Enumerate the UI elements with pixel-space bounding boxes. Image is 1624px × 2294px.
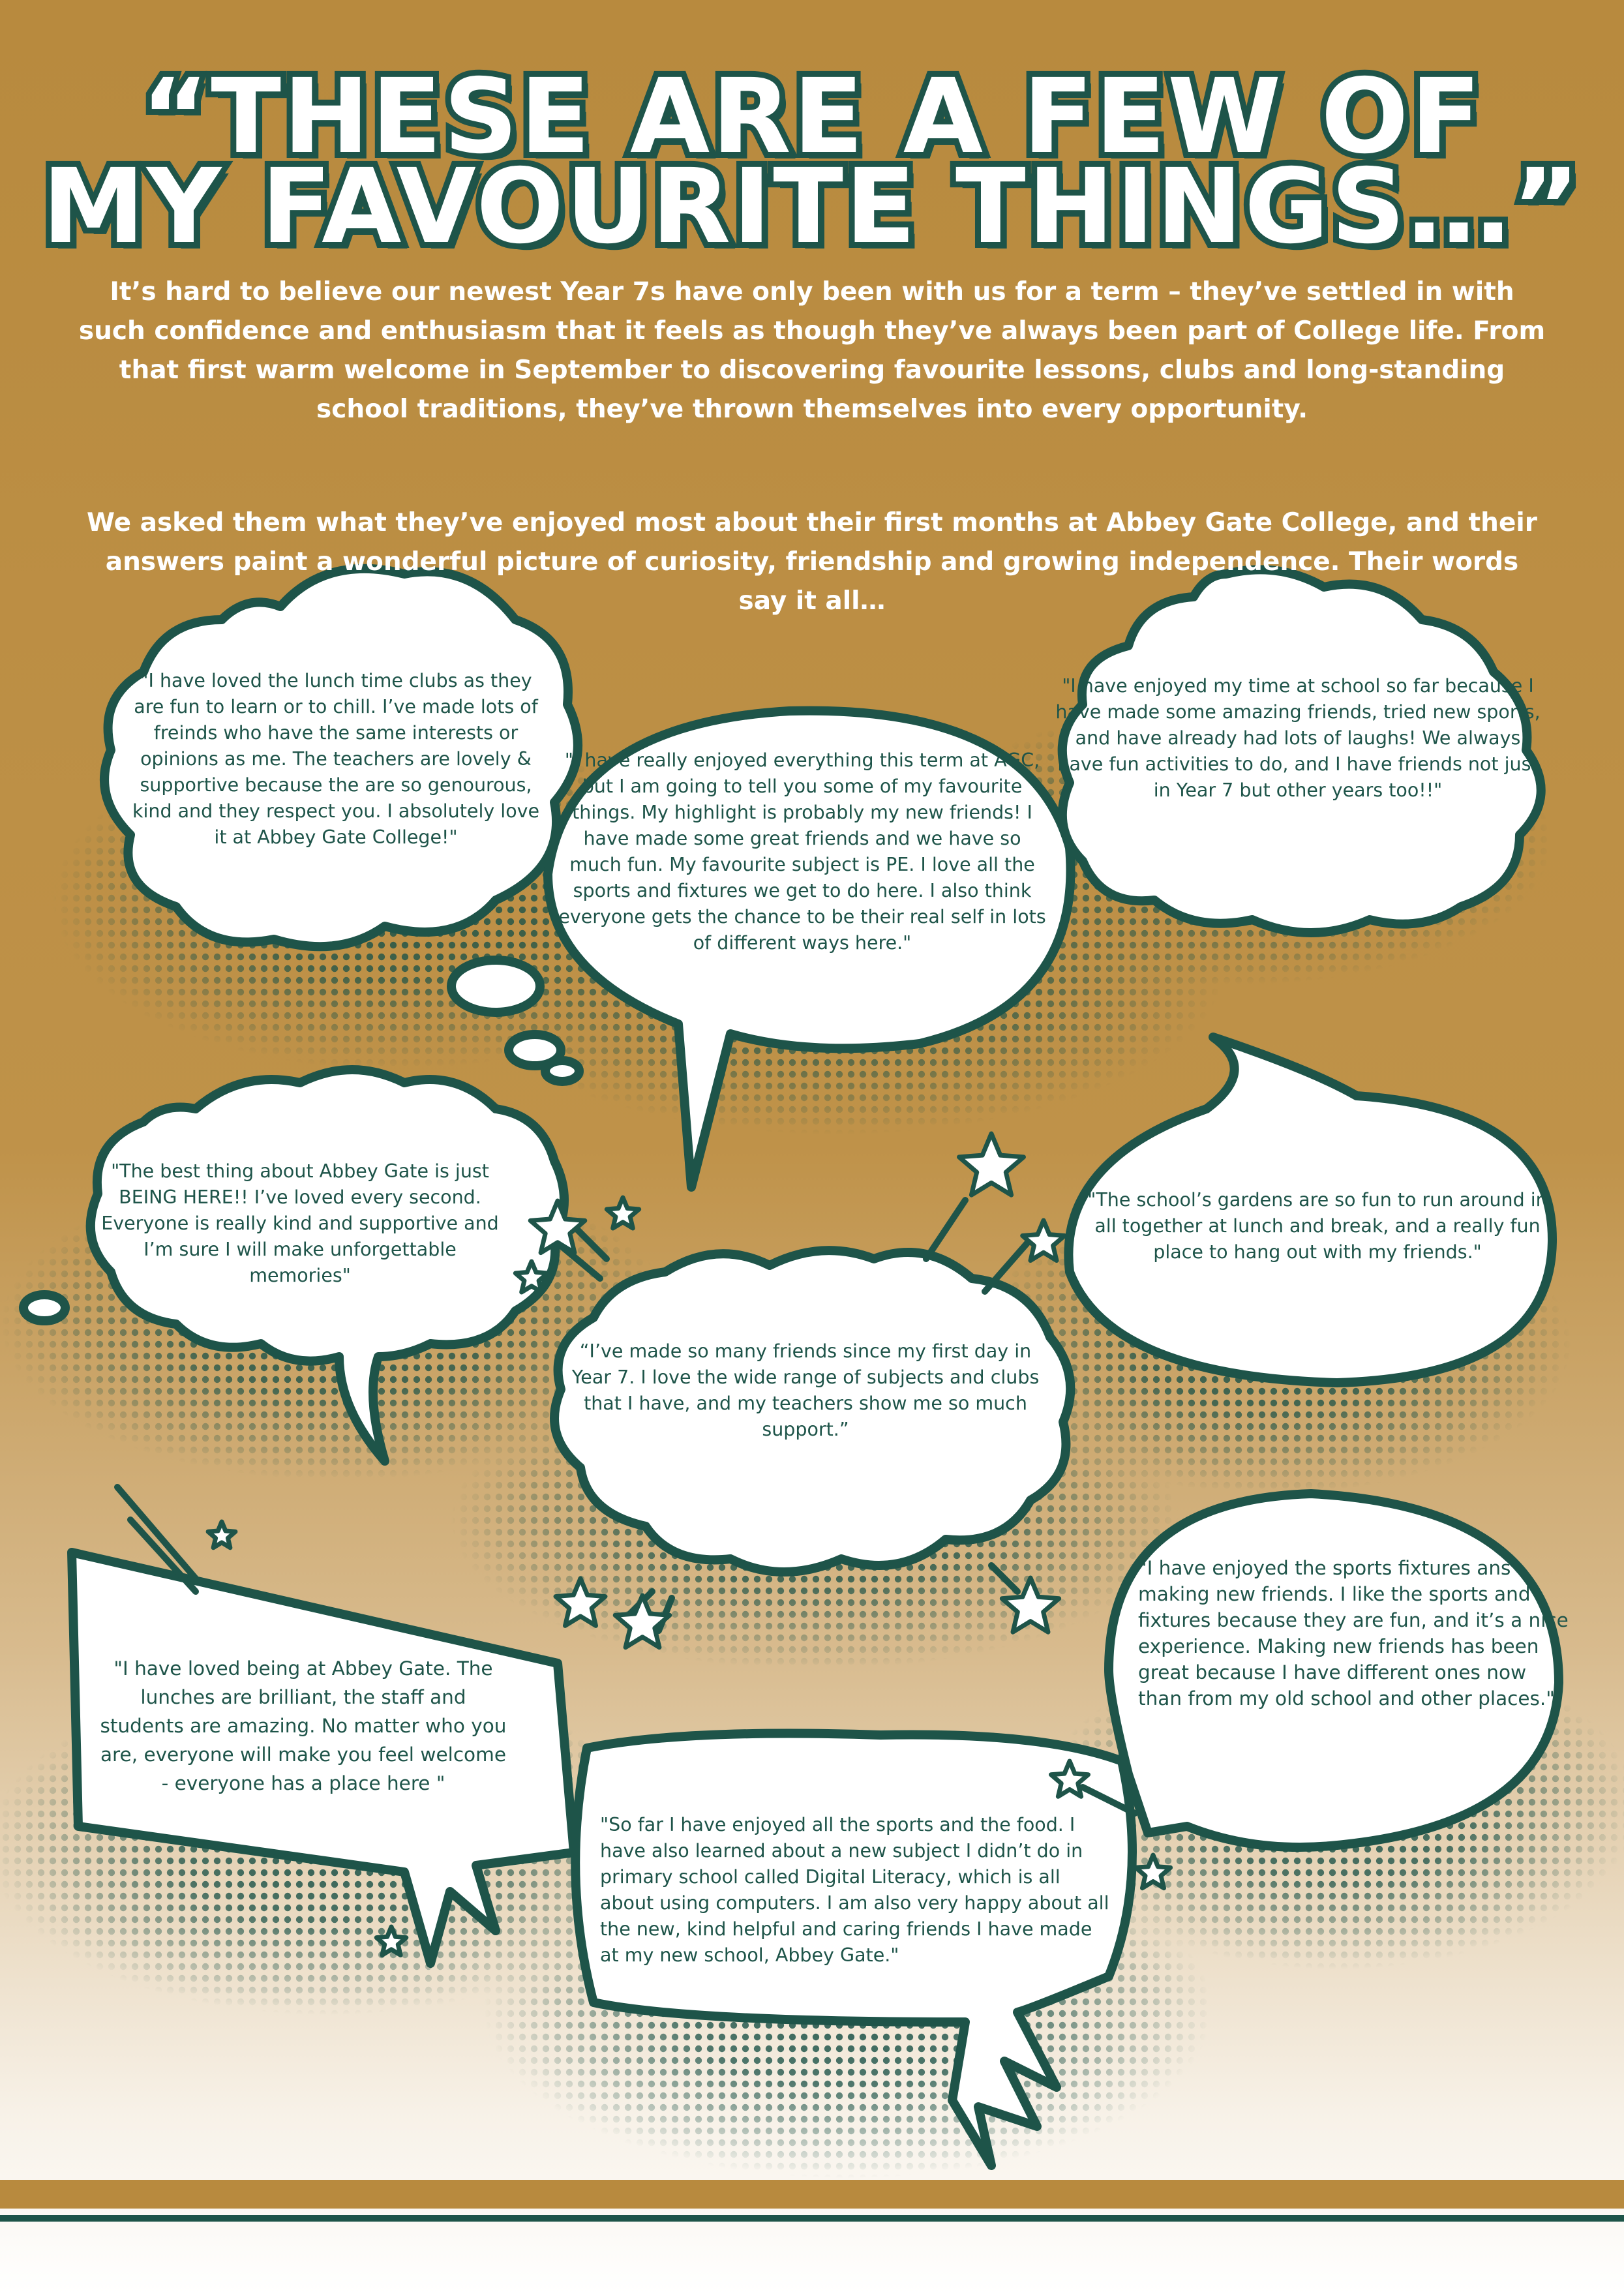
quote-lunches-brilliant: "I have loved being at Abbey Gate. The lunches are brilliant, the staff and students are amazing. No matter who you are, everyone will make you feel welcome - everyone has a place here " xyxy=(100,1657,507,1794)
intro-paragraph-2: We asked them what they’ve enjoyed most about their first months at Abbey Gate College, and their answers paint a wonderful picture of curiosity, friendship and growing independence. Their words say it all… xyxy=(86,508,1537,616)
quote-being-here: "The best thing about Abbey Gate is just BEING HERE!! I’ve loved every second. Everyone is really kind and supportive and I’m sure I will make unforgettable memories" xyxy=(101,1160,499,1286)
footer-band xyxy=(0,2180,1624,2209)
quote-lunch-clubs: "I have loved the lunch time clubs as they are fun to learn or to chill. I’ve made lots of freinds who have the same interests or opinions as me. The teachers are lovely & supportive because the are so genourous, kind and they respect you. I absolutely love it at Abbey Gate College!" xyxy=(132,670,540,848)
headline-line-2: MY FAVOURITE THINGS…” xyxy=(42,147,1582,267)
quote-so-many-friends: “I’ve made so many friends since my first day in Year 7. I love the wide range of subjects and clubs that I have, and my teachers show me so much support.” xyxy=(571,1340,1040,1440)
quote-sports-fixtures: "I have enjoyed the sports fixtures ans making new friends. I like the sports and fixtures because they are fun, and it’s a nice experience. Making new friends has been great because I have different ones now than from my old school and other places." xyxy=(1138,1557,1569,1710)
quote-favourite-things: "I have really enjoyed everything this term at AGC, but I am going to tell you some of my favourite things. My highlight is probably my new friends! I have made some great friends and we have so much fun. My favourite subject is PE. I love all the sports and fixtures we get to do here. I also think everyone gets the chance to be their real self in lots of different ways here." xyxy=(558,749,1046,954)
quote-digital-literacy: "So far I have enjoyed all the sports and the food. I have also learned about a new subject I didn’t do in primary school called Digital Literacy, which is all about using computers. I am also very happy about all the new, kind helpful and caring friends I have made at my new school, Abbey Gate." xyxy=(600,1814,1109,1966)
quote-amazing-friends: "I have enjoyed my time at school so far because I have made some amazing friends, tried new sports, and have already had lots of laughs! We always have fun activities to do, and I have friends not just in Year 7 but other years too!!" xyxy=(1055,675,1541,801)
thought-dot xyxy=(23,1295,65,1321)
headline-line-1: “THESE ARE A FEW OF xyxy=(141,57,1483,177)
quote-gardens: "The school’s gardens are so fun to run around in all together at lunch and break, and a really fun place to hang out with my friends." xyxy=(1087,1189,1548,1263)
intro-paragraph-1: It’s hard to believe our newest Year 7s have only been with us for a term – they’ve settled in with such confidence and enthusiasm that it feels as though they’ve always been part of College life. From that first warm welcome in September to discovering favourite lessons, clubs and long-standing school traditions, they’ve thrown themselves into every opportunity. xyxy=(78,277,1546,424)
footer-line xyxy=(0,2215,1624,2222)
